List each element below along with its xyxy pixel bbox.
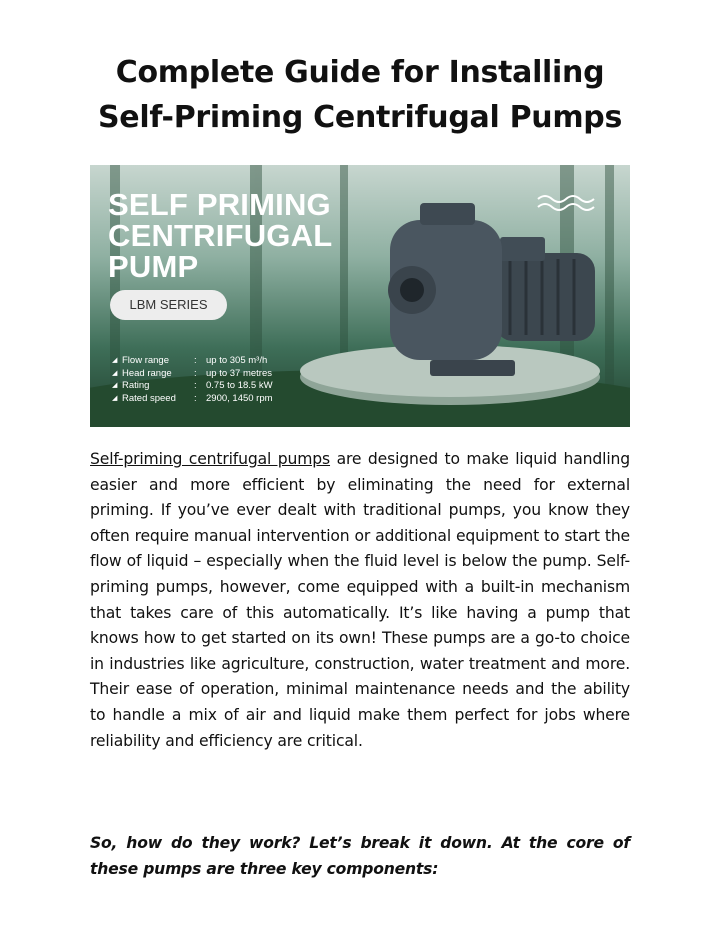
spec-separator: : [194,355,197,366]
spec-row [112,393,273,406]
spec-label: Rated speed [122,392,176,404]
hero-heading-line-2: CENTRIFUGAL [108,218,333,253]
spec-value: 0.75 to 18.5 kW [206,380,273,391]
arrow-icon: ◢ [112,394,118,402]
spec-value: 2900, 1450 rpm [206,392,273,404]
spec-separator: : [194,367,197,379]
arrow-icon: ◢ [112,357,118,364]
spec-label: Flow range [122,355,169,366]
spec-value: up to 305 m³/h [206,355,268,366]
self-priming-pumps-link[interactable]: Self-priming centrifugal pumps [90,450,331,468]
hero-heading [108,189,332,282]
spec-value: up to 37 metres [206,367,273,379]
spec-separator: : [194,380,197,391]
intro-paragraph [90,447,630,754]
title-line-1: Complete Guide for Installing [115,55,605,90]
spec-row [112,380,273,393]
emphasis-paragraph: So, how do they work? Let’s break it down. At the core of these pumps are three key components: [90,834,630,878]
intro-paragraph-text: are designed to make liquid handling easier and more efficient by eliminating the need for external priming. If you’ve ever dealt with traditional pumps, you know they often require manual intervention or additional equipment to start the flow of liquid – especially when the fluid level is below the pump. Self-priming pumps, however, come equipped with a built-in mechanism that takes care of this automatically. It’s like having a pump that knows how to get started on its own! These pumps are a go-to choice in industries like agriculture, construction, water treatment and more. Their ease of operation, minimal maintenance needs and the ability to handle a mix of air and liquid make them perfect for jobs where reliability and efficiency are critical. [90,450,630,750]
hero-image [90,165,630,427]
spec-list [112,355,273,405]
spec-label: Rating [122,380,150,391]
hero-heading-line-1: SELF PRIMING [108,187,331,222]
title-line-2: Self-Priming Centrifugal Pumps [97,100,623,135]
arrow-icon: ◢ [112,382,118,389]
spec-label: Head range [122,367,172,379]
spec-row [112,368,273,381]
spec-separator: : [194,392,197,404]
arrow-icon: ◢ [112,369,118,377]
spec-row [112,355,273,368]
series-badge: LBM SERIES [110,290,227,320]
hero-heading-line-3: PUMP [108,249,199,284]
page-title [0,50,720,140]
